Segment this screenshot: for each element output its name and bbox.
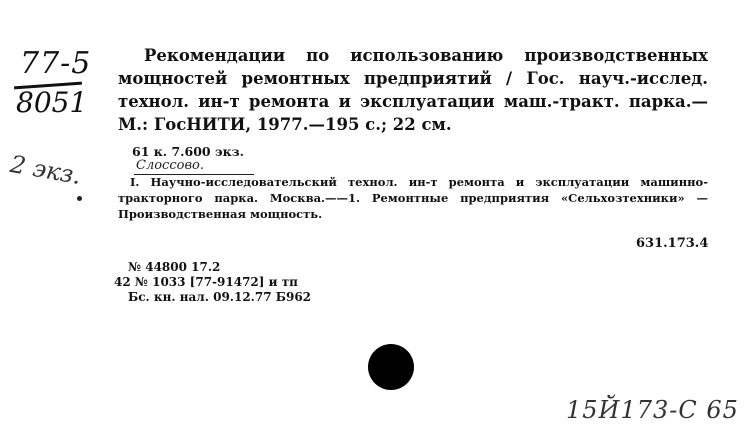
call-number-bottom: 8051 xyxy=(16,86,88,119)
ink-dot xyxy=(77,196,82,201)
registration-line-1: № 44800 17.2 xyxy=(128,260,221,274)
handwritten-annotation: Слоссово. xyxy=(136,158,204,173)
price-and-print-run: 61 к. 7.600 экз. xyxy=(132,144,244,159)
handwritten-copies-note: 2 экз. xyxy=(8,150,84,190)
registration-block xyxy=(114,260,312,305)
punch-hole xyxy=(368,344,414,390)
udc-number: 631.173.4 xyxy=(636,236,709,251)
bibliographic-description: Рекомендации по использованию производственных мощностей ремонтных предприятий / Гос. науч.-исслед. технол. ин-т ремонта и эксплуатации маш.-тракт. парка.— М.: ГосНИТИ, 1977.—195 с.; 22 см. xyxy=(118,46,708,134)
tracings: I. Научно-исследовательский технол. ин-т ремонта и эксплуатации машинно-тракторного парка. Москва.——1. Ремонтные предприятия «Сельхозтехники» — Производственная мощность. xyxy=(118,175,708,221)
registration-line-3: Бс. кн. нал. 09.12.77 Б962 xyxy=(128,290,312,304)
stamped-inventory-number: 15Й173-С 65 xyxy=(566,396,739,424)
registration-line-2: 42 № 1033 [77-91472] и тп xyxy=(114,275,298,289)
call-number-top: 77-5 xyxy=(20,46,92,81)
